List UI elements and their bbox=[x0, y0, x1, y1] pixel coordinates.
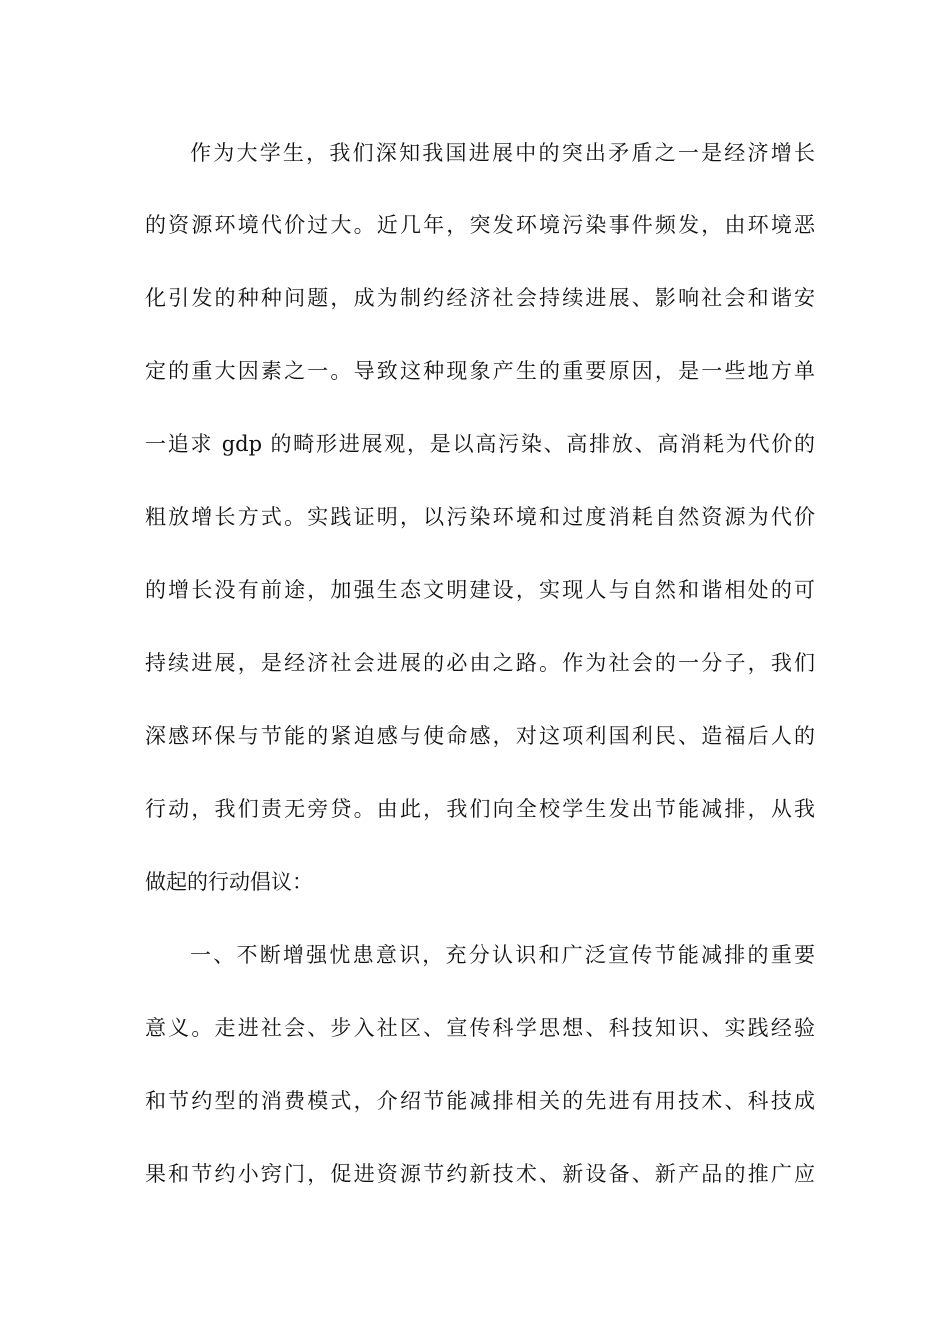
paragraph-1-line-4: 定的重大因素之一。导致这种现象产生的重要原因，是一些地方单 bbox=[145, 359, 815, 383]
paragraph-1-line-9: 深感环保与节能的紧迫感与使命感，对这项利国利民、造福后人的 bbox=[145, 724, 815, 748]
paragraph-2-line-2: 意义。走进社会、步入社区、宣传科学思想、科技知识、实践经验 bbox=[145, 1016, 815, 1040]
paragraph-2-line-1: 一、不断增强忧患意识，充分认识和广泛宣传节能减排的重要 bbox=[190, 943, 815, 967]
paragraph-2-line-3: 和节约型的消费模式，介绍节能减排相关的先进有用技术、科技成 bbox=[145, 1089, 815, 1113]
paragraph-1-line-2: 的资源环境代价过大。近几年，突发环境污染事件频发，由环境恶 bbox=[145, 213, 815, 237]
paragraph-2-line-4: 果和节约小窍门，促进资源节约新技术、新设备、新产品的推广应 bbox=[145, 1162, 815, 1186]
paragraph-1-line-7: 的增长没有前途，加强生态文明建设，实现人与自然和谐相处的可 bbox=[145, 578, 815, 602]
paragraph-1-line-3: 化引发的种种问题，成为制约经济社会持续进展、影响社会和谐安 bbox=[145, 286, 815, 310]
paragraph-1-line-8: 持续进展，是经济社会进展的必由之路。作为社会的一分子，我们 bbox=[145, 651, 815, 675]
paragraph-1-line-1: 作为大学生，我们深知我国进展中的突出矛盾之一是经济增长 bbox=[190, 141, 815, 165]
paragraph-1-line-5: 一追求 gdp 的畸形进展观，是以高污染、高排放、高消耗为代价的 bbox=[145, 432, 815, 456]
paragraph-1-line-11: 做起的行动倡议： bbox=[145, 870, 313, 894]
paragraph-1-line-6: 粗放增长方式。实践证明，以污染环境和过度消耗自然资源为代价 bbox=[145, 505, 815, 529]
paragraph-1-line-10: 行动，我们责无旁贷。由此，我们向全校学生发出节能减排，从我 bbox=[145, 797, 815, 821]
